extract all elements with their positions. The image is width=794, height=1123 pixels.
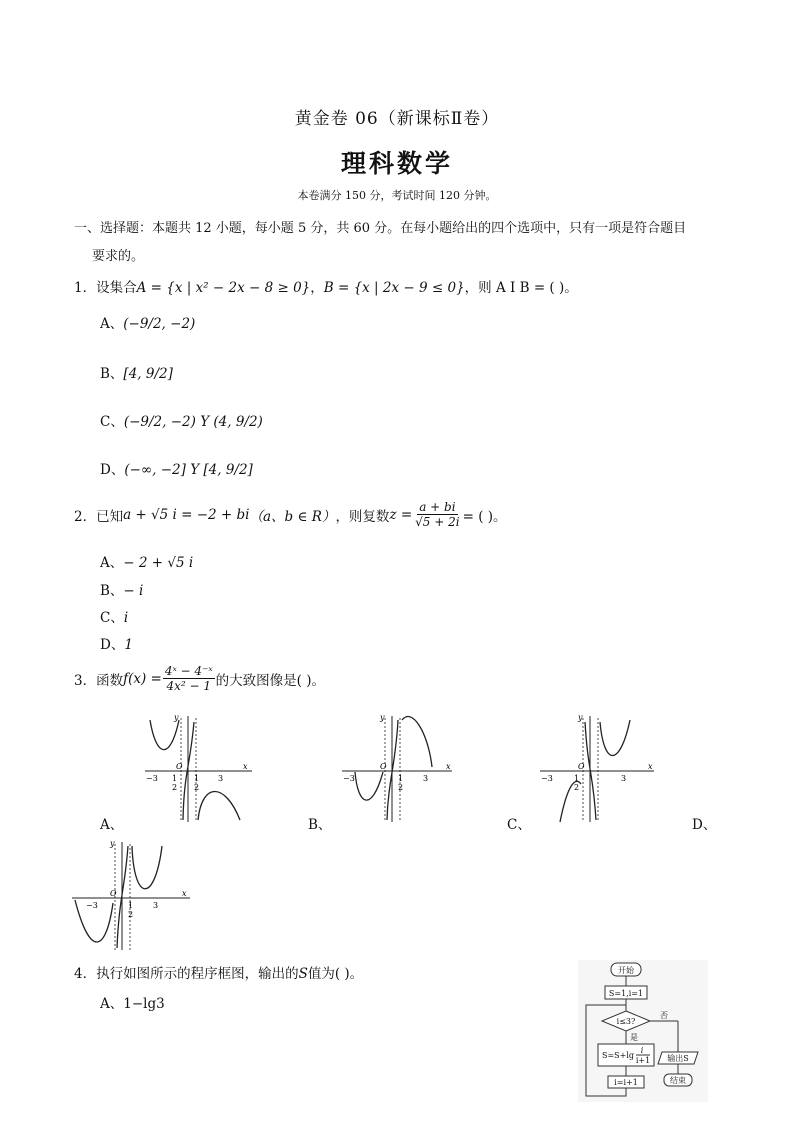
q1-option-b-text: [4, 9/2] xyxy=(123,366,173,382)
q1-option-a-text: (−9/2, −2) xyxy=(123,316,196,332)
q3-suffix: 的大致图像是( )。 xyxy=(215,672,325,689)
curve-right xyxy=(402,717,432,767)
label-x: x xyxy=(182,889,187,898)
q4-s: S xyxy=(298,966,308,982)
q2-z: z = xyxy=(389,506,413,523)
q2-fraction-den: √5 + 2i xyxy=(415,515,460,529)
label-p3: 3 xyxy=(621,774,627,783)
q3-fraction xyxy=(163,664,215,693)
exam-subject: 理科数学 xyxy=(340,149,453,178)
q2-option-b-text: − i xyxy=(123,583,144,599)
curve-left xyxy=(150,720,179,750)
label-m3: −3 xyxy=(86,901,98,910)
q3-fraction-num: 4ˣ − 4⁻ˣ xyxy=(164,664,213,678)
label-m3: −3 xyxy=(343,774,355,783)
fc-yes-text: 是 xyxy=(630,1033,638,1042)
fc-start-text: 开始 xyxy=(618,966,634,975)
label-half-neg-den: 2 xyxy=(574,783,580,792)
label-x: x xyxy=(446,762,451,771)
label-y: y xyxy=(380,713,385,722)
q4-suffix: 值为( )。 xyxy=(307,966,364,982)
label-m3: −3 xyxy=(541,774,553,783)
q4-option-a[interactable] xyxy=(100,992,165,1012)
q2-option-d-label: D、 xyxy=(100,637,125,653)
label-half-neg: 1 xyxy=(574,774,580,783)
fc-end-text: 结束 xyxy=(670,1076,686,1085)
label-x: x xyxy=(648,762,653,771)
q2-fraction-num: a + bi xyxy=(419,500,456,514)
q3-option-b-label[interactable]: B、 xyxy=(308,817,332,833)
label-y: y xyxy=(174,713,179,722)
q2-equation: a + √5 i = −2 + bi xyxy=(123,506,250,523)
fc-frac-den: i+1 xyxy=(635,1056,651,1065)
q3-option-d-label[interactable]: D、 xyxy=(692,817,717,833)
fc-init-text: S=1,i=1 xyxy=(608,989,644,998)
label-half-den: 2 xyxy=(398,783,404,792)
q3-stem xyxy=(74,664,325,693)
label-half-neg: 1 xyxy=(172,774,178,783)
fc-output-text: 输出S xyxy=(667,1054,689,1063)
q1-option-b-label: B、 xyxy=(100,366,124,382)
curve-right xyxy=(132,846,162,889)
fc-update-text: S=S+lg xyxy=(602,1051,635,1060)
label-m3: −3 xyxy=(146,774,158,783)
q3-graph-a[interactable] xyxy=(140,712,255,824)
q1-option-a[interactable] xyxy=(100,312,195,332)
q4-text: 4．执行如图所示的程序框图，输出的 xyxy=(74,966,299,982)
q3-prefix: 3．函数 xyxy=(74,672,124,689)
q2-condition: （a、b ∈ R） xyxy=(249,508,336,525)
q1-option-c-text: (−9/2, −2) Y (4, 9/2) xyxy=(123,414,263,430)
label-half-den: 2 xyxy=(128,910,134,919)
q1-option-b[interactable] xyxy=(100,362,173,382)
q1-set-a: A = {x | x² − 2x − 8 ≥ 0} xyxy=(136,280,311,296)
q2-option-a[interactable] xyxy=(100,551,193,571)
q2-option-d[interactable] xyxy=(100,633,133,653)
q1-option-d-label: D、 xyxy=(100,462,125,478)
q2-option-c-text: i xyxy=(123,610,129,626)
q3-f: f(x) = xyxy=(123,670,162,687)
label-half-neg-den: 2 xyxy=(172,783,178,792)
label-o: O xyxy=(176,762,183,771)
q2-mid: ，则复数 xyxy=(335,508,390,525)
curve-right xyxy=(600,720,630,756)
q1-suffix: ，则 A I B = ( )。 xyxy=(464,280,578,296)
q2-option-d-text: 1 xyxy=(124,637,133,653)
label-y: y xyxy=(110,839,115,848)
q1-sep: ， xyxy=(310,280,324,296)
q2-option-a-text: − 2 + √5 i xyxy=(123,555,194,571)
q3-fraction-den: 4x² − 1 xyxy=(166,679,212,693)
q2-option-b[interactable] xyxy=(100,579,143,599)
label-o: O xyxy=(578,762,585,771)
q1-option-d[interactable] xyxy=(100,458,253,478)
q1-option-a-label: A、 xyxy=(100,316,124,332)
label-p3: 3 xyxy=(423,774,429,783)
q4-option-a-label: A、 xyxy=(100,996,124,1012)
q2-suffix: = ( )。 xyxy=(462,508,507,525)
label-half-den: 2 xyxy=(194,783,200,792)
label-half: 1 xyxy=(398,774,404,783)
q2-fraction xyxy=(413,500,461,529)
q4-option-a-text: 1−lg3 xyxy=(123,996,165,1012)
q2-option-c[interactable] xyxy=(100,606,128,626)
label-p3: 3 xyxy=(218,774,224,783)
fc-no-text: 否 xyxy=(660,1011,668,1020)
q2-option-b-label: B、 xyxy=(100,583,124,599)
q3-graph-b[interactable] xyxy=(340,712,455,824)
q4-stem xyxy=(74,962,363,982)
q3-graph-c[interactable] xyxy=(538,712,656,824)
q1-prefix: 1．设集合 xyxy=(74,280,137,296)
q3-option-a-label[interactable]: A、 xyxy=(100,817,124,833)
q1-option-c[interactable] xyxy=(100,410,263,430)
fc-inc-text: i=i+1 xyxy=(614,1078,638,1087)
q1-set-b: B = {x | 2x − 9 ≤ 0} xyxy=(323,280,465,296)
label-o: O xyxy=(380,762,387,771)
section1-line1: 一、选择题：本题共 12 小题，每小题 5 分，共 60 分。在每小题给出的四个选项中，只有一项是符合题目 xyxy=(74,221,687,236)
label-o: O xyxy=(110,889,117,898)
q2-option-c-label: C、 xyxy=(100,610,124,626)
section1-line2: 要求的。 xyxy=(92,249,145,264)
q2-stem xyxy=(74,500,507,529)
exam-note: 本卷满分 150 分，考试时间 120 分钟。 xyxy=(297,189,497,202)
fc-cond-text: i≤3? xyxy=(616,1017,636,1026)
q3-graph-d[interactable] xyxy=(70,838,195,953)
q1-option-d-text: (−∞, −2] Y [4, 9/2] xyxy=(124,462,253,478)
q1-stem xyxy=(74,276,578,296)
q2-prefix: 2．已知 xyxy=(74,508,124,525)
q4-flowchart xyxy=(578,960,708,1102)
q3-option-c-label[interactable]: C、 xyxy=(507,817,531,833)
label-y: y xyxy=(578,713,583,722)
label-half: 1 xyxy=(128,901,134,910)
exam-title: 黄金卷 06（新课标Ⅱ卷） xyxy=(294,109,500,129)
label-half: 1 xyxy=(194,774,200,783)
q2-option-a-label: A、 xyxy=(100,555,124,571)
curve-right xyxy=(198,792,240,821)
fc-frac-num: i xyxy=(640,1046,644,1055)
label-x: x xyxy=(243,762,248,771)
curve-left xyxy=(355,772,383,800)
label-p3: 3 xyxy=(153,901,159,910)
q1-option-c-label: C、 xyxy=(100,414,124,430)
